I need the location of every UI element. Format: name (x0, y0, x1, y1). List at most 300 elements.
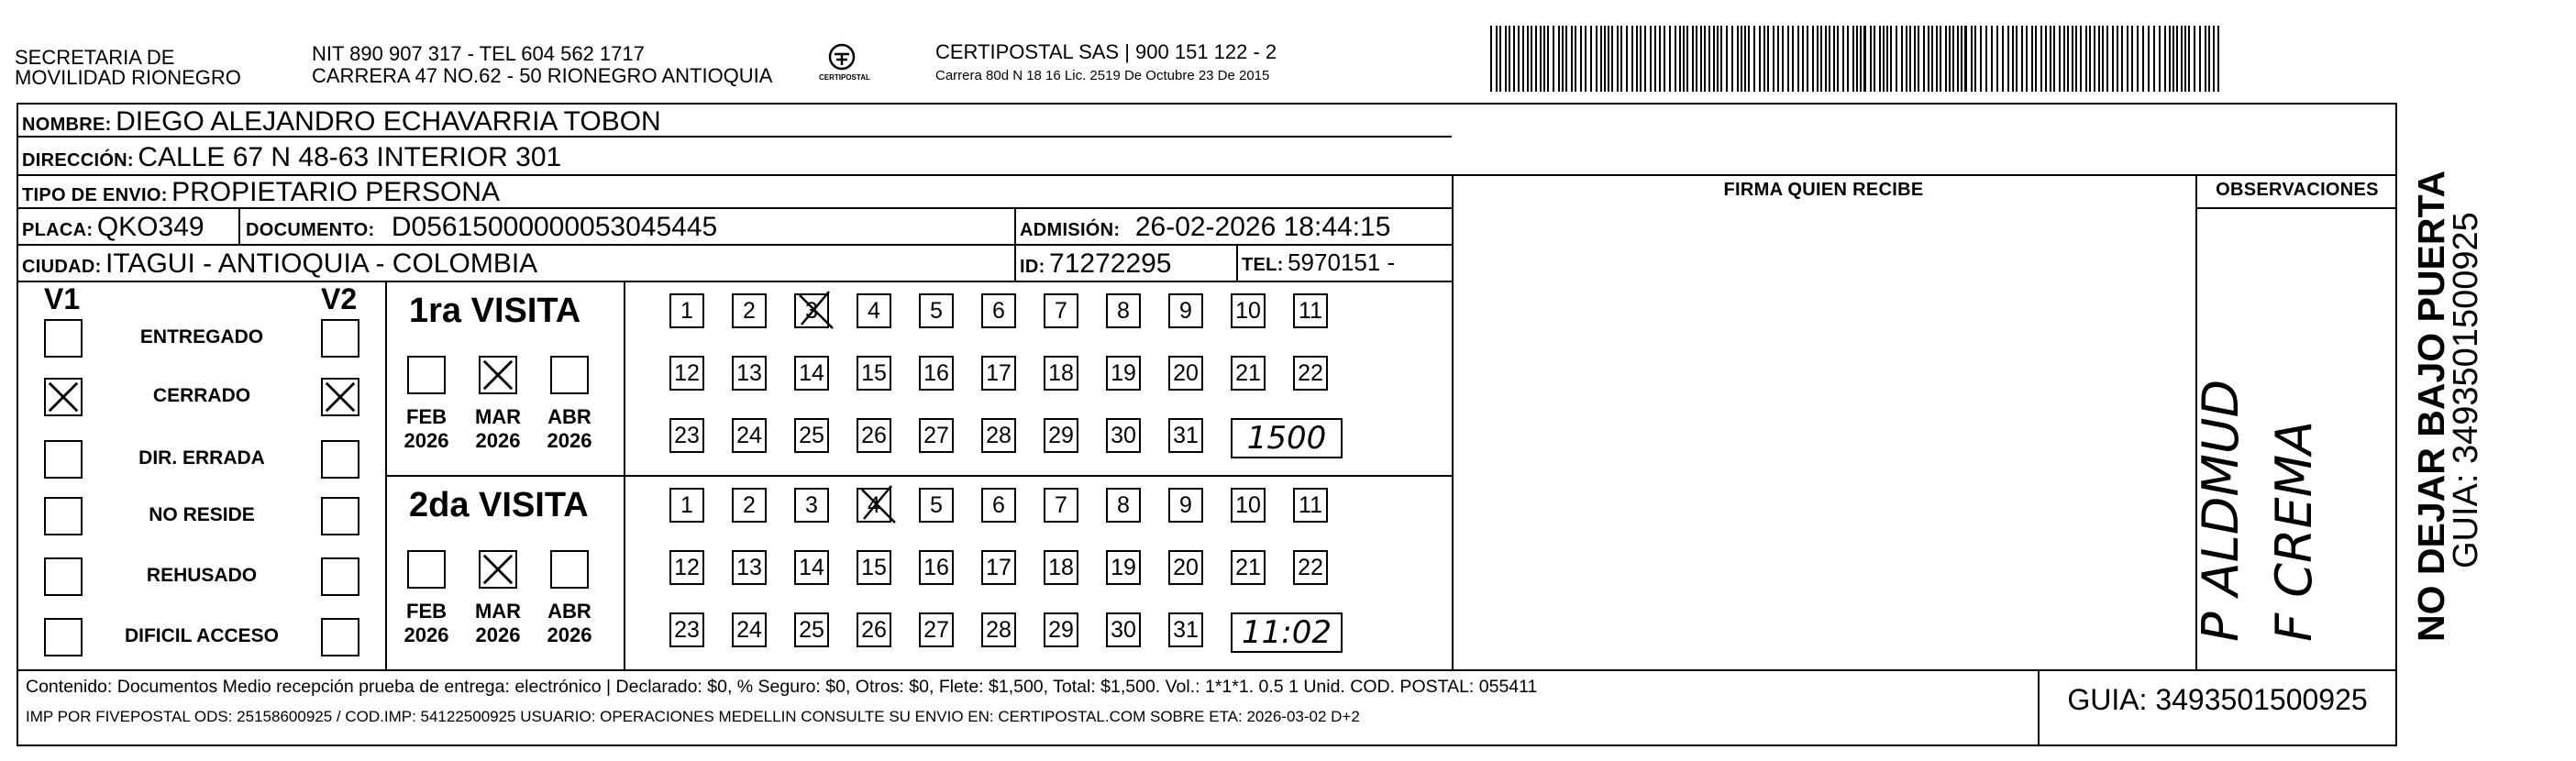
month-name: FEB (406, 600, 447, 623)
status-v2-checkbox[interactable] (321, 319, 359, 358)
day-cell[interactable]: 20 (1168, 550, 1203, 585)
day-cell[interactable]: 7 (1044, 293, 1078, 328)
day-cell[interactable]: 13 (732, 550, 767, 585)
barcode-bar (1509, 26, 1510, 92)
month-year: 2026 (475, 623, 521, 646)
placa-value: QKO349 (96, 212, 205, 242)
barcode-bar (1608, 26, 1609, 92)
barcode-bar (1499, 26, 1501, 92)
month-name: ABR (547, 405, 591, 428)
day-cell[interactable]: 24 (732, 612, 767, 647)
day-cell[interactable]: 10 (1231, 488, 1266, 523)
barcode-bar (1940, 26, 1941, 92)
barcode-bar (1675, 26, 1676, 92)
day-cell[interactable]: 30 (1106, 612, 1141, 647)
barcode-bar (2176, 26, 2178, 92)
id-label: ID: (1020, 257, 1045, 277)
barcode-bar (1996, 26, 1998, 92)
tipo-label: TIPO DE ENVIO: (22, 185, 168, 205)
barcode-bar (2117, 26, 2118, 92)
barcode-bar (1640, 26, 1642, 92)
month-year: 2026 (547, 623, 592, 646)
barcode-bar (2012, 26, 2014, 92)
barcode-bar (2164, 26, 2166, 92)
day-cell[interactable]: 11 (1293, 488, 1328, 523)
barcode-bar (2040, 26, 2042, 92)
barcode-bar (2217, 26, 2219, 92)
day-cell[interactable]: 4 (857, 293, 891, 328)
barcode-bar (1650, 26, 1652, 92)
day-cell[interactable]: 29 (1044, 418, 1078, 453)
barcode-bar (1518, 26, 1520, 92)
barcode-bar (1829, 26, 1830, 92)
status-label: REHUSADO (146, 565, 258, 586)
barcode-bar (1792, 26, 1794, 92)
barcode-bar (1949, 26, 1951, 92)
barcode-bar (1490, 26, 1492, 92)
barcode-bar (1604, 26, 1606, 92)
barcode-bar (2089, 26, 2091, 92)
day-cell[interactable]: 6 (981, 488, 1016, 523)
month-name: MAR (474, 405, 522, 428)
day-cell[interactable]: 20 (1168, 356, 1203, 391)
placa-label: PLACA: (22, 220, 94, 240)
barcode-bar (1505, 26, 1507, 92)
barcode-bar (1773, 26, 1774, 92)
barcode-bar (1741, 26, 1742, 92)
day-cell[interactable]: 21 (1231, 550, 1266, 585)
status-label: DIFICIL ACCESO (124, 625, 279, 646)
barcode-bar (1553, 26, 1554, 92)
barcode-bar (2059, 26, 2061, 92)
documento-label: DOCUMENTO: (246, 220, 375, 240)
barcode-bar (1906, 26, 1907, 92)
day-cell[interactable]: 15 (857, 550, 891, 585)
day-cell[interactable]: 5 (919, 488, 954, 523)
tel-label: TEL: (1242, 255, 1284, 275)
day-cell[interactable]: 17 (981, 550, 1016, 585)
status-v2-checkbox[interactable] (321, 557, 359, 596)
barcode-bar (1980, 26, 1982, 92)
day-cell[interactable]: 2 (732, 488, 767, 523)
documento-value: D05615000000053045445 (391, 212, 718, 242)
day-cell[interactable]: 31 (1168, 612, 1203, 647)
barcode-bar (1931, 26, 1933, 92)
barcode-bar (1782, 26, 1784, 92)
sender-name-line1: SECRETARIA DE (15, 46, 175, 69)
barcode-bar (1626, 26, 1628, 92)
check-mark-icon (46, 380, 81, 414)
barcode-bar (2050, 26, 2051, 92)
barcode-bar (1720, 26, 1722, 92)
barcode-bar (1513, 26, 1515, 92)
barcode-bar (1692, 26, 1694, 92)
check-mark-icon (481, 552, 515, 587)
side-warning: NO DEJAR BAJO PUERTA (2410, 170, 2452, 642)
day-cell[interactable]: 2 (732, 293, 767, 328)
barcode (1490, 26, 2219, 92)
day-cell[interactable]: 9 (1168, 293, 1203, 328)
barcode-bar (1708, 26, 1710, 92)
admision-label: ADMISIÓN: (1020, 220, 1121, 240)
month-name: MAR (474, 600, 522, 623)
barcode-bar (1759, 26, 1761, 92)
day-cell[interactable]: 14 (794, 550, 829, 585)
barcode-bar (1964, 26, 1967, 92)
barcode-bar (2194, 26, 2195, 92)
logo-text: CERTIPOSTAL (819, 73, 870, 82)
barcode-bar (2021, 26, 2023, 92)
day-cell[interactable]: 18 (1044, 356, 1078, 391)
month-label (394, 405, 459, 453)
barcode-bar (1744, 26, 1746, 92)
barcode-bar (2072, 26, 2073, 92)
barcode-bar (1797, 26, 1799, 92)
barcode-bar (2112, 26, 2114, 92)
day-cell[interactable]: 28 (981, 418, 1016, 453)
month-checkbox[interactable] (550, 356, 589, 394)
day-cell[interactable]: 3 (794, 488, 829, 523)
day-cell[interactable]: 19 (1106, 356, 1141, 391)
day-cell[interactable]: 23 (669, 612, 704, 647)
nombre-value: DIEGO ALEJANDRO ECHAVARRIA TOBON (116, 106, 661, 137)
ciudad-label: CIUDAD: (22, 257, 102, 277)
day-cell[interactable]: 5 (919, 293, 954, 328)
day-cell[interactable]: 22 (1293, 550, 1328, 585)
month-checkbox[interactable] (407, 356, 446, 394)
day-cell[interactable]: 4 (857, 488, 891, 523)
barcode-bar (1717, 26, 1719, 92)
day-cell[interactable]: 17 (981, 356, 1016, 391)
barcode-bar (1617, 26, 1619, 92)
month-year: 2026 (475, 429, 521, 452)
day-cell[interactable]: 16 (919, 550, 954, 585)
barcode-bar (1842, 26, 1844, 92)
status-v2-checkbox[interactable] (321, 618, 359, 656)
barcode-bar (1852, 26, 1854, 92)
month-checkbox[interactable] (479, 356, 517, 394)
barcode-bar (1659, 26, 1661, 92)
day-cell[interactable]: 25 (794, 418, 829, 453)
day-cell[interactable]: 1 (669, 293, 704, 328)
barcode-bar (1753, 26, 1755, 92)
barcode-bar (2213, 26, 2215, 92)
id-value: 71272295 (1049, 248, 1172, 279)
side-guia: GUIA: 3493501500925 (2447, 212, 2485, 568)
barcode-bar (1918, 26, 1919, 92)
placa-cell (22, 212, 205, 243)
status-v1-checkbox[interactable] (44, 497, 83, 535)
certipostal-logo (819, 40, 870, 88)
barcode-bar (2137, 26, 2139, 92)
day-cell[interactable]: 10 (1231, 293, 1266, 328)
barcode-bar (1700, 26, 1702, 92)
day-cell[interactable]: 29 (1044, 612, 1078, 647)
barcode-bar (1985, 26, 1987, 92)
month-label (466, 600, 530, 647)
barcode-bar (1945, 26, 1947, 92)
month-label (466, 405, 530, 453)
day-cell[interactable]: 25 (794, 612, 829, 647)
barcode-bar (2016, 26, 2018, 92)
barcode-bar (1737, 26, 1739, 92)
barcode-bar (1909, 26, 1911, 92)
status-v2-checkbox[interactable] (321, 440, 359, 479)
barcode-bar (2007, 26, 2009, 92)
barcode-bar (1787, 26, 1789, 92)
day-cell[interactable]: 16 (919, 356, 954, 391)
day-cell[interactable]: 31 (1168, 418, 1203, 453)
barcode-bar (1590, 26, 1592, 92)
barcode-bar (1531, 26, 1532, 92)
admision-cell (1020, 212, 1390, 243)
barcode-bar (1971, 26, 1973, 92)
barcode-bar (2188, 26, 2190, 92)
barcode-bar (1580, 26, 1582, 92)
barcode-bar (1936, 26, 1938, 92)
barcode-bar (1543, 26, 1545, 92)
day-cell[interactable]: 19 (1106, 550, 1141, 585)
barcode-bar (1611, 26, 1613, 92)
barcode-bar (2199, 26, 2201, 92)
barcode-bar (1807, 26, 1808, 92)
barcode-bar (2153, 26, 2155, 92)
barcode-bar (2053, 26, 2055, 92)
direccion-row (22, 142, 561, 173)
day-cell[interactable]: 27 (919, 612, 954, 647)
nombre-row (22, 106, 661, 138)
day-cell[interactable]: 6 (981, 293, 1016, 328)
check-mark-icon (323, 380, 358, 414)
status-v1-checkbox[interactable] (44, 319, 83, 358)
barcode-bar (1870, 26, 1872, 92)
barcode-bar (2142, 26, 2144, 92)
barcode-bar (1496, 26, 1498, 92)
barcode-bar (2080, 26, 2082, 92)
id-cell (1020, 248, 1172, 280)
barcode-bar (1679, 26, 1681, 92)
barcode-bar (1901, 26, 1903, 92)
barcode-bar (2106, 26, 2108, 92)
day-cell[interactable]: 7 (1044, 488, 1078, 523)
day-cell[interactable]: 28 (981, 612, 1016, 647)
day-cell[interactable]: 21 (1231, 356, 1266, 391)
month-year: 2026 (547, 429, 592, 452)
barcode-bar (1571, 26, 1573, 92)
month-checkbox[interactable] (479, 550, 517, 589)
v1-label: V1 (44, 282, 81, 315)
status-label: NO RESIDE (149, 504, 255, 525)
barcode-bar (1748, 26, 1750, 92)
month-checkbox[interactable] (550, 550, 589, 589)
day-cell[interactable]: 8 (1106, 293, 1141, 328)
day-cell[interactable]: 11 (1293, 293, 1328, 328)
barcode-bar (2002, 26, 2004, 92)
month-name: FEB (406, 405, 447, 428)
barcode-bar (1686, 26, 1688, 92)
status-v1-checkbox[interactable] (44, 378, 83, 416)
barcode-bar (2094, 26, 2095, 92)
barcode-bar (2181, 26, 2183, 92)
month-label (537, 405, 602, 453)
barcode-bar (1952, 26, 1954, 92)
barcode-bar (1847, 26, 1849, 92)
day-cell[interactable]: 23 (669, 418, 704, 453)
barcode-bar (1731, 26, 1733, 92)
barcode-bar (1991, 26, 1993, 92)
barcode-bar (2063, 26, 2065, 92)
barcode-bar (2205, 26, 2206, 92)
barcode-bar (1527, 26, 1529, 92)
barcode-bar (1669, 26, 1671, 92)
footer-guia: GUIA: 3493501500925 (2067, 683, 2368, 716)
day-cell[interactable]: 9 (1168, 488, 1203, 523)
barcode-bar (1522, 26, 1524, 92)
tipo-row (22, 177, 500, 208)
visit-time-box[interactable]: 1500 (1231, 418, 1343, 458)
barcode-bar (1596, 26, 1598, 92)
day-cell[interactable]: 3 (794, 293, 829, 328)
day-cell[interactable]: 24 (732, 418, 767, 453)
day-cell[interactable]: 8 (1106, 488, 1141, 523)
barcode-bar (1620, 26, 1622, 92)
barcode-bar (1961, 26, 1962, 92)
barcode-bar (2184, 26, 2186, 92)
barcode-bar (2208, 26, 2210, 92)
firma-label: FIRMA QUIEN RECIBE (1723, 180, 1924, 200)
direccion-label: DIRECCIÓN: (22, 150, 134, 171)
sender-address: CARRERA 47 NO.62 - 50 RIONEGRO ANTIOQUIA (312, 64, 773, 87)
day-cell[interactable]: 22 (1293, 356, 1328, 391)
barcode-bar (1696, 26, 1697, 92)
day-cell[interactable]: 30 (1106, 418, 1141, 453)
visit-title: 2da VISITA (409, 486, 589, 524)
barcode-bar (1654, 26, 1656, 92)
barcode-bar (2131, 26, 2133, 92)
barcode-bar (1890, 26, 1892, 92)
barcode-bar (1923, 26, 1925, 92)
observaciones-handwriting-1: P ALDMUD (2192, 379, 2250, 642)
barcode-bar (2085, 26, 2087, 92)
month-year: 2026 (404, 623, 449, 646)
barcode-bar (2102, 26, 2104, 92)
sender-name-line2: MOVILIDAD RIONEGRO (15, 66, 241, 89)
barcode-bar (1565, 26, 1567, 92)
tel-value: 5970151 - (1288, 248, 1396, 276)
ciudad-value: ITAGUI - ANTIOQUIA - COLOMBIA (105, 248, 538, 279)
barcode-bar (2159, 26, 2161, 92)
barcode-bar (2045, 26, 2047, 92)
day-cell[interactable]: 12 (669, 550, 704, 585)
barcode-bar (1763, 26, 1765, 92)
v2-label: V2 (321, 282, 358, 315)
tipo-value: PROPIETARIO PERSONA (171, 177, 500, 207)
day-cell[interactable]: 1 (669, 488, 704, 523)
barcode-bar (1883, 26, 1885, 92)
day-cell[interactable]: 27 (919, 418, 954, 453)
barcode-bar (1575, 26, 1576, 92)
month-year: 2026 (404, 429, 449, 452)
barcode-bar (1704, 26, 1706, 92)
barcode-bar (2067, 26, 2069, 92)
barcode-bar (1856, 26, 1858, 92)
status-v1-checkbox[interactable] (44, 440, 83, 479)
day-cell[interactable]: 15 (857, 356, 891, 391)
status-v1-checkbox[interactable] (44, 557, 83, 596)
barcode-bar (1928, 26, 1929, 92)
barcode-bar (2035, 26, 2037, 92)
barcode-bar (1820, 26, 1822, 92)
visit-title: 1ra VISITA (409, 292, 581, 330)
status-v2-checkbox[interactable] (321, 497, 359, 535)
visit-time-box[interactable]: 11:02 (1231, 612, 1343, 653)
barcode-bar (1825, 26, 1827, 92)
barcode-bar (1713, 26, 1715, 92)
barcode-bar (2026, 26, 2028, 92)
month-name: ABR (547, 600, 591, 623)
day-cell[interactable]: 26 (857, 612, 891, 647)
check-mark-icon (481, 358, 515, 392)
tel-cell (1242, 248, 1395, 277)
ciudad-row (22, 248, 537, 280)
barcode-bar (1535, 26, 1537, 92)
barcode-bar (1896, 26, 1897, 92)
carrier-address: Carrera 80d N 18 16 Lic. 2519 De Octubre 23 De 2015 (935, 68, 1270, 83)
barcode-bar (1874, 26, 1875, 92)
day-cell[interactable]: 18 (1044, 550, 1078, 585)
barcode-bar (1636, 26, 1638, 92)
barcode-bar (1833, 26, 1835, 92)
status-v2-checkbox[interactable] (321, 378, 359, 416)
barcode-bar (2148, 26, 2150, 92)
day-cell[interactable]: 14 (794, 356, 829, 391)
day-cell[interactable]: 12 (669, 356, 704, 391)
barcode-bar (2031, 26, 2033, 92)
barcode-bar (1957, 26, 1959, 92)
barcode-bar (1540, 26, 1542, 92)
status-label: CERRADO (152, 385, 251, 406)
barcode-bar (1777, 26, 1779, 92)
month-label (537, 600, 602, 647)
barcode-bar (1974, 26, 1976, 92)
month-label (394, 600, 459, 647)
barcode-bar (1600, 26, 1602, 92)
footer-contenido: Contenido: Documentos Medio recepción prueba de entrega: electrónico | Declarado: $0, % Seguro: $0, Otros: $0, Flete: $1,500, Total: $1,500. Vol.: 1*1*1. 0.5 1 Unid. COD. POSTAL: 055411 (26, 677, 1538, 697)
day-cell[interactable]: 26 (857, 418, 891, 453)
barcode-bar (1644, 26, 1646, 92)
day-cell[interactable]: 13 (732, 356, 767, 391)
barcode-bar (2127, 26, 2128, 92)
barcode-bar (1767, 26, 1769, 92)
barcode-bar (1817, 26, 1819, 92)
carrier-name: CERTIPOSTAL SAS | 900 151 122 - 2 (935, 40, 1277, 63)
observaciones-label: OBSERVACIONES (2216, 180, 2379, 200)
barcode-bar (1562, 26, 1564, 92)
barcode-bar (1558, 26, 1560, 92)
barcode-bar (1914, 26, 1916, 92)
status-label: ENTREGADO (139, 326, 264, 347)
barcode-bar (1837, 26, 1839, 92)
day-mark-icon (855, 482, 901, 528)
observaciones-handwriting-2: F CREMA (2265, 420, 2323, 642)
month-checkbox[interactable] (407, 550, 446, 589)
barcode-bar (1585, 26, 1587, 92)
status-v1-checkbox[interactable] (44, 618, 83, 656)
day-mark-icon (792, 288, 838, 334)
barcode-bar (2169, 26, 2171, 92)
barcode-bar (1664, 26, 1665, 92)
barcode-bar (1631, 26, 1633, 92)
